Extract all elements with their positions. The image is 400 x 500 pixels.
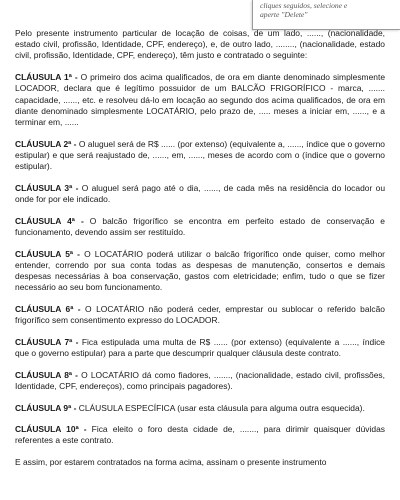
clause-label: CLÁUSULA 6ª - bbox=[15, 303, 81, 314]
clause-6 bbox=[15, 304, 385, 326]
note-line: cliques seguidos, selecione e bbox=[260, 1, 348, 10]
clause-label: CLÁUSULA 5ª - bbox=[15, 248, 80, 259]
clause-text: O balcão frigorífico se encontra em perfeito estado de conservação e funcionamento, devendo assim ser restituído. bbox=[15, 215, 385, 237]
clause-text: O LOCATÁRIO não poderá ceder, emprestar ou sublocar o referido balcão frigorífico sem consentimento expresso do LOCADOR. bbox=[15, 303, 385, 326]
clause-text: CLÁUSULA ESPECÍFICA (usar esta cláusula para alguma outra esquecida). bbox=[76, 402, 365, 413]
clause-1 bbox=[15, 72, 385, 128]
clause-text: O LOCATÁRIO dá como fiadores, ......., (nacionalidade, estado civil, profissões, Identidade, CPF, endereços), como principais pagadores). bbox=[15, 369, 385, 391]
clause-label: CLÁUSULA 3ª - bbox=[15, 182, 79, 193]
intro-paragraph: Pelo presente instrumento particular de locação de coisas, de um lado, ......, (nacionalidade, estado civil, profissão, Identidade, CPF, endereço), e, de outro lado, ........, (nacionalidade, estado civil, profissão, Identidade, CPF, endereço), têm justo e contratado o seguinte: bbox=[15, 28, 385, 61]
note-line: aperte "Delete" bbox=[260, 9, 308, 19]
clause-label: CLÁUSULA 4ª - bbox=[15, 215, 84, 226]
clause-text: O aluguel será pago até o dia, ......, de cada mês na residência do locador ou onde for por ele indicado. bbox=[15, 182, 386, 204]
clause-text: Fica eleito o foro desta cidade de, ......., para dirimir quaisquer dúvidas referentes a este contrato. bbox=[15, 424, 385, 446]
clause-text: O aluguel será de R$ ...... (por extenso) (equivalente a, ......, índice que o governo estipular) e que será reajustado de, ......, em, ......, meses de acordo com o (índice que o governo estipular). bbox=[15, 138, 386, 172]
clause-9 bbox=[15, 403, 385, 414]
clause-3 bbox=[15, 183, 385, 205]
clause-8 bbox=[15, 370, 385, 392]
clause-label: CLÁUSULA 9ª - bbox=[15, 402, 77, 413]
closing-paragraph: E assim, por estarem contratados na forma acima, assinam o presente instrumento bbox=[15, 457, 327, 468]
clause-7 bbox=[15, 337, 385, 359]
clause-text: O LOCATÁRIO poderá utilizar o balcão frigorífico onde quiser, como melhor entender, correndo por sua conta todas as despesas de manutenção, consertos e demais despesas necessárias à boa conservação, gastos com eletricidade; enfim, tudo o que se fizer necessário ao seu bom funcionamento. bbox=[15, 248, 385, 293]
clause-text: Fica estipulada uma multa de R$ ...... (por extenso) (equivalente a ......, índice que o governo estipular) para a parte que descumprir qualquer cláusula deste contrato. bbox=[15, 336, 385, 358]
instruction-note bbox=[252, 0, 400, 30]
clause-label: CLÁUSULA 7ª - bbox=[15, 336, 79, 347]
clause-text: O primeiro dos acima qualificados, de ora em diante denominado simplesmente LOCADOR, declara que é legítimo possuidor de um BALCÃO FRIGORÍFICO - marca, ....... capacidade, ......, etc. e resolveu dá-lo em locação ao segundo dos acima qualificados, de ora em diante denominado simplesmente LOCATÁRIO, pelo prazo de, ..... meses a iniciar em, ......, e a terminar em, ...... bbox=[15, 72, 386, 127]
clause-10 bbox=[15, 424, 385, 446]
clause-label: CLÁUSULA 2ª - bbox=[15, 138, 77, 149]
clause-5 bbox=[15, 249, 385, 294]
clause-2 bbox=[15, 139, 385, 173]
clause-4 bbox=[15, 216, 385, 238]
clause-label: CLÁUSULA 1ª - bbox=[15, 72, 78, 83]
clause-label: CLÁUSULA 8ª - bbox=[15, 369, 78, 380]
clause-label: CLÁUSULA 10ª - bbox=[15, 424, 87, 435]
contract-document bbox=[15, 28, 385, 479]
